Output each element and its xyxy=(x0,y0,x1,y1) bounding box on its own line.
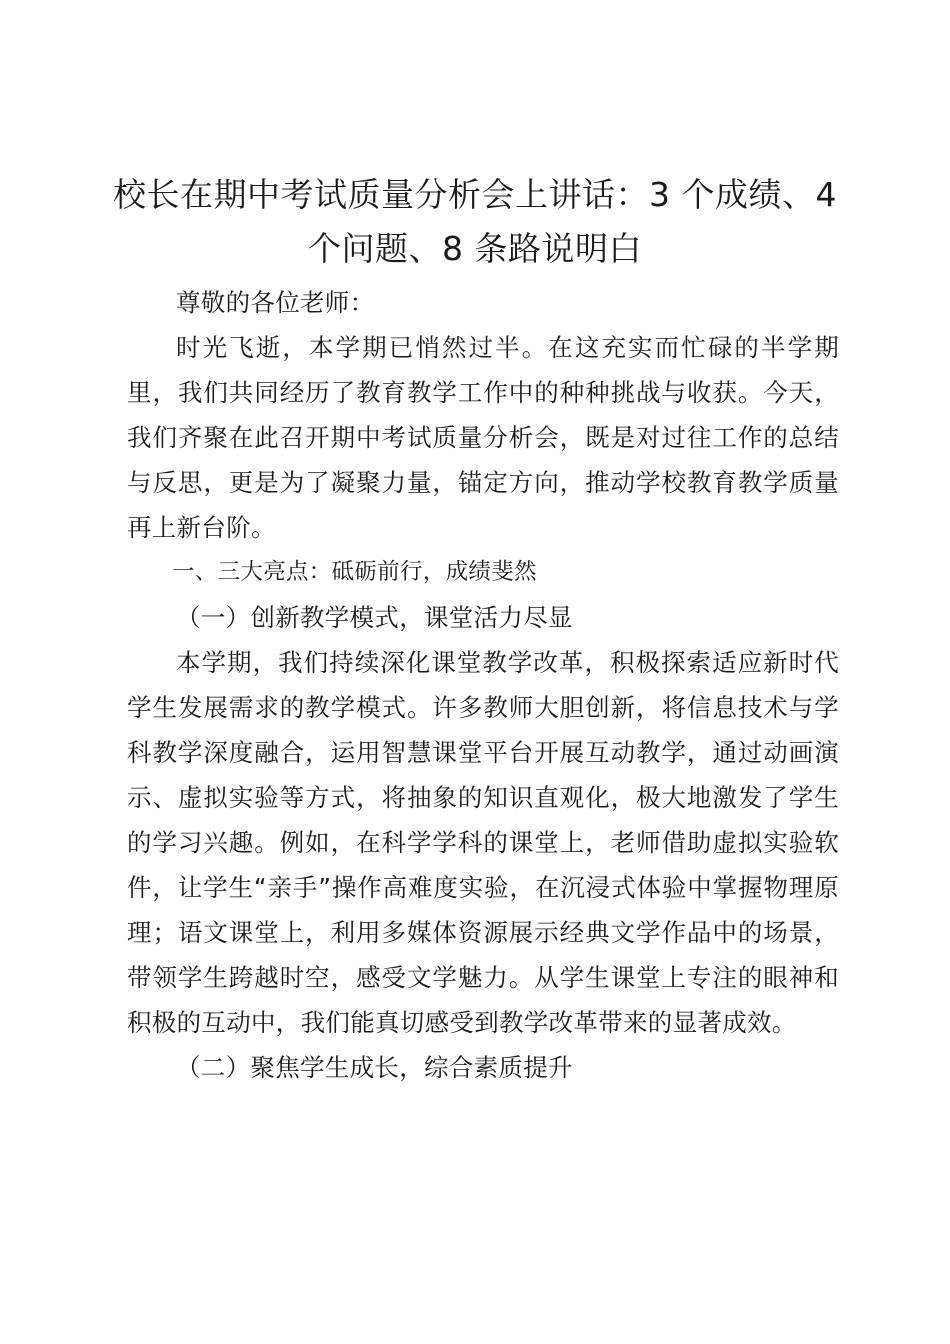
document-body xyxy=(127,280,839,1090)
intro-paragraph: 时光飞逝，本学期已悄然过半。在这充实而忙碌的半学期里，我们共同经历了教育教学工作中的种种挑战与收获。今天，我们齐聚在此召开期中考试质量分析会，既是对过往工作的总结与反思，更是为了凝聚力量，锚定方向，推动学校教育教学质量再上新台阶。 xyxy=(127,333,839,542)
section-heading: 一、三大亮点：砥砺前行，成绩斐然 xyxy=(172,559,537,585)
document-title: 校长在期中考试质量分析会上讲话：3 个成绩、4 个问题、8 条路说明白 xyxy=(113,175,837,268)
body-paragraph: 本学期，我们持续深化课堂教学改革，积极探索适应新时代学生发展需求的教学模式。许多教师大胆创新，将信息技术与学科教学深度融合，运用智慧课堂平台开展互动教学，通过动画演示、虚拟实验等方式，将抽象的知识直观化，极大地激发了学生的学习兴趣。例如，在科学学科的课堂上，老师借助虚拟实验软件，让学生“亲手”操作高难度实验，在沉浸式体验中掌握物理原理；语文课堂上，利用多媒体资源展示经典文学作品中的场景，带领学生跨越时空，感受文学魅力。从学生课堂上专注的眼神和积极的互动中，我们能真切感受到教学改革带来的显著成效。 xyxy=(127,648,839,1037)
subsection-heading: （二）聚焦学生成长，综合素质提升 xyxy=(176,1053,573,1082)
subsection-heading: （一）创新教学模式，课堂活力尽显 xyxy=(176,603,573,632)
salutation: 尊敬的各位老师： xyxy=(176,288,375,317)
